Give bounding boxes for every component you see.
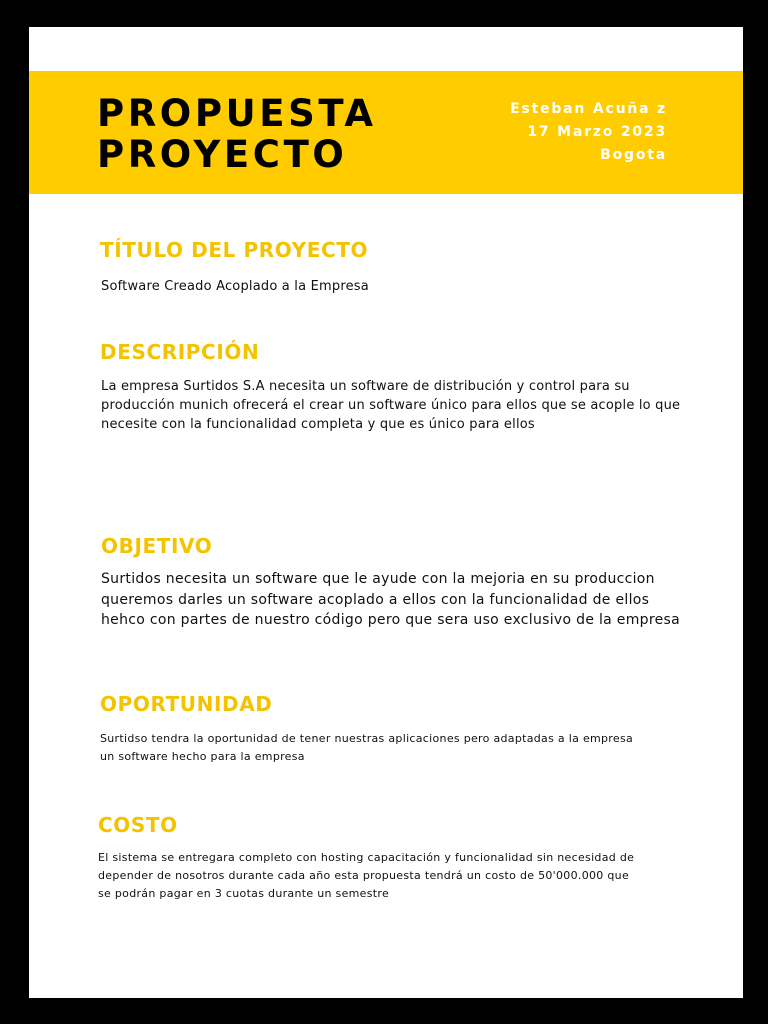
section-heading-project-title: TÍTULO DEL PROYECTO xyxy=(100,238,369,262)
section-line: se podrán pagar en 3 cuotas durante un semestre xyxy=(98,887,390,900)
document-title xyxy=(97,93,377,175)
section-heading-opportunity: OPORTUNIDAD xyxy=(100,692,273,716)
section-line: queremos darles un software acoplado a ellos con la funcionalidad de ellos xyxy=(101,591,650,608)
document-page xyxy=(29,27,743,998)
section-body-description xyxy=(101,377,701,434)
document-title-line-2: PROYECTO xyxy=(97,133,348,176)
section-line: Surtidso tendra la oportunidad de tener nuestras aplicaciones pero adaptadas a la empresa xyxy=(100,732,634,745)
section-line: un software hecho para la empresa xyxy=(100,750,305,763)
section-line: Software Creado Acoplado a la Empresa xyxy=(101,279,369,294)
author-info xyxy=(510,98,667,167)
section-heading-cost: COSTO xyxy=(98,813,178,837)
header-banner xyxy=(29,71,743,194)
document-title-line-1: PROPUESTA xyxy=(97,92,377,135)
section-line: hehco con partes de nuestro código pero que sera uso exclusivo de la empresa xyxy=(101,612,680,628)
document-city: Bogota xyxy=(600,147,667,163)
document-date: 17 Marzo 2023 xyxy=(527,124,667,140)
section-line: necesite con la funcionalidad completa y que es único para ellos xyxy=(101,417,535,432)
section-body-opportunity xyxy=(100,730,700,766)
section-line: Surtidos necesita un software que le ayude con la mejoria en su produccion xyxy=(101,571,655,587)
section-line: El sistema se entregara completo con hosting capacitación y funcionalidad sin necesidad de xyxy=(98,851,635,864)
section-heading-objective: OBJETIVO xyxy=(101,534,213,558)
section-heading-description: DESCRIPCIÓN xyxy=(100,340,260,364)
section-body-objective xyxy=(101,569,701,631)
section-body-cost xyxy=(98,849,698,903)
section-line: producción munich ofrecerá el crear un software único para ellos que se acople lo que xyxy=(101,398,681,413)
author-name: Esteban Acuña z xyxy=(510,101,667,117)
section-body-project-title xyxy=(101,277,701,296)
section-line: La empresa Surtidos S.A necesita un software de distribución y control para su xyxy=(101,379,630,394)
section-line: depender de nosotros durante cada año esta propuesta tendrá un costo de 50'000.000 que xyxy=(98,869,630,882)
